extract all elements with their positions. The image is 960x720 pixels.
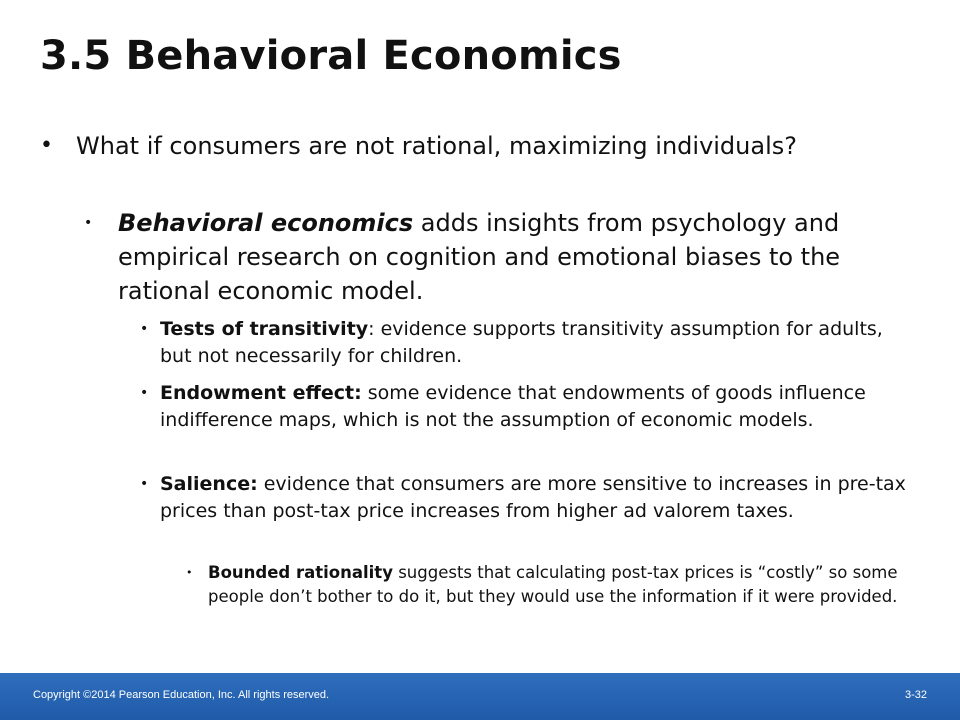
bullet-term: Salience: (160, 473, 258, 495)
slide-title: 3.5 Behavioral Economics (40, 33, 622, 79)
bullet-term: Behavioral economics (118, 209, 414, 237)
bullet-term: Endowment effect: (160, 382, 362, 404)
bullet-text: What if consumers are not rational, maximizing individuals? (76, 132, 797, 160)
footer-bar (0, 673, 960, 720)
bullet-text (118, 206, 904, 308)
bullet-marker: • (140, 476, 149, 492)
copyright-text: Copyright ©2014 Pearson Education, Inc. All rights reserved. (33, 689, 330, 701)
sub-bullet-endowment (140, 380, 910, 434)
bullet-marker: • (140, 321, 149, 337)
bullet-marker: • (140, 385, 149, 401)
bullet-marker: • (186, 566, 193, 579)
bullet-marker: • (40, 133, 53, 158)
bullet-text (208, 561, 906, 609)
sub-bullet-transitivity (140, 316, 910, 370)
sub-bullet-bounded-rationality (186, 561, 906, 609)
bullet-body: evidence that consumers are more sensitive to increases in pre-tax prices than post-tax price increases from higher ad valorem taxes. (160, 473, 906, 522)
bullet-body: some evidence that endowments of goods influence indifference maps, which is not the assumption of economic models. (160, 382, 866, 431)
bullet-term: Bounded rationality (208, 563, 393, 582)
sub-bullet-salience (140, 471, 910, 525)
bullet-text (160, 471, 910, 525)
bullet-text (160, 380, 910, 434)
bullet-level2 (84, 206, 904, 308)
bullet-marker: • (84, 215, 93, 231)
bullet-body: adds insights from psychology and empirical research on cognition and emotional biases to the rational economic model. (118, 209, 841, 305)
bullet-body: suggests that calculating post-tax prices is “costly” so some people don’t bother to do it, but they would use the information if it were provided. (208, 563, 898, 606)
bullet-level1 (40, 130, 940, 162)
bullet-text (160, 316, 910, 370)
bullet-term: Tests of transitivity (160, 318, 369, 340)
bullet-body: : evidence supports transitivity assumption for adults, but not necessarily for children. (160, 318, 883, 367)
page-number: 3-32 (904, 689, 927, 701)
